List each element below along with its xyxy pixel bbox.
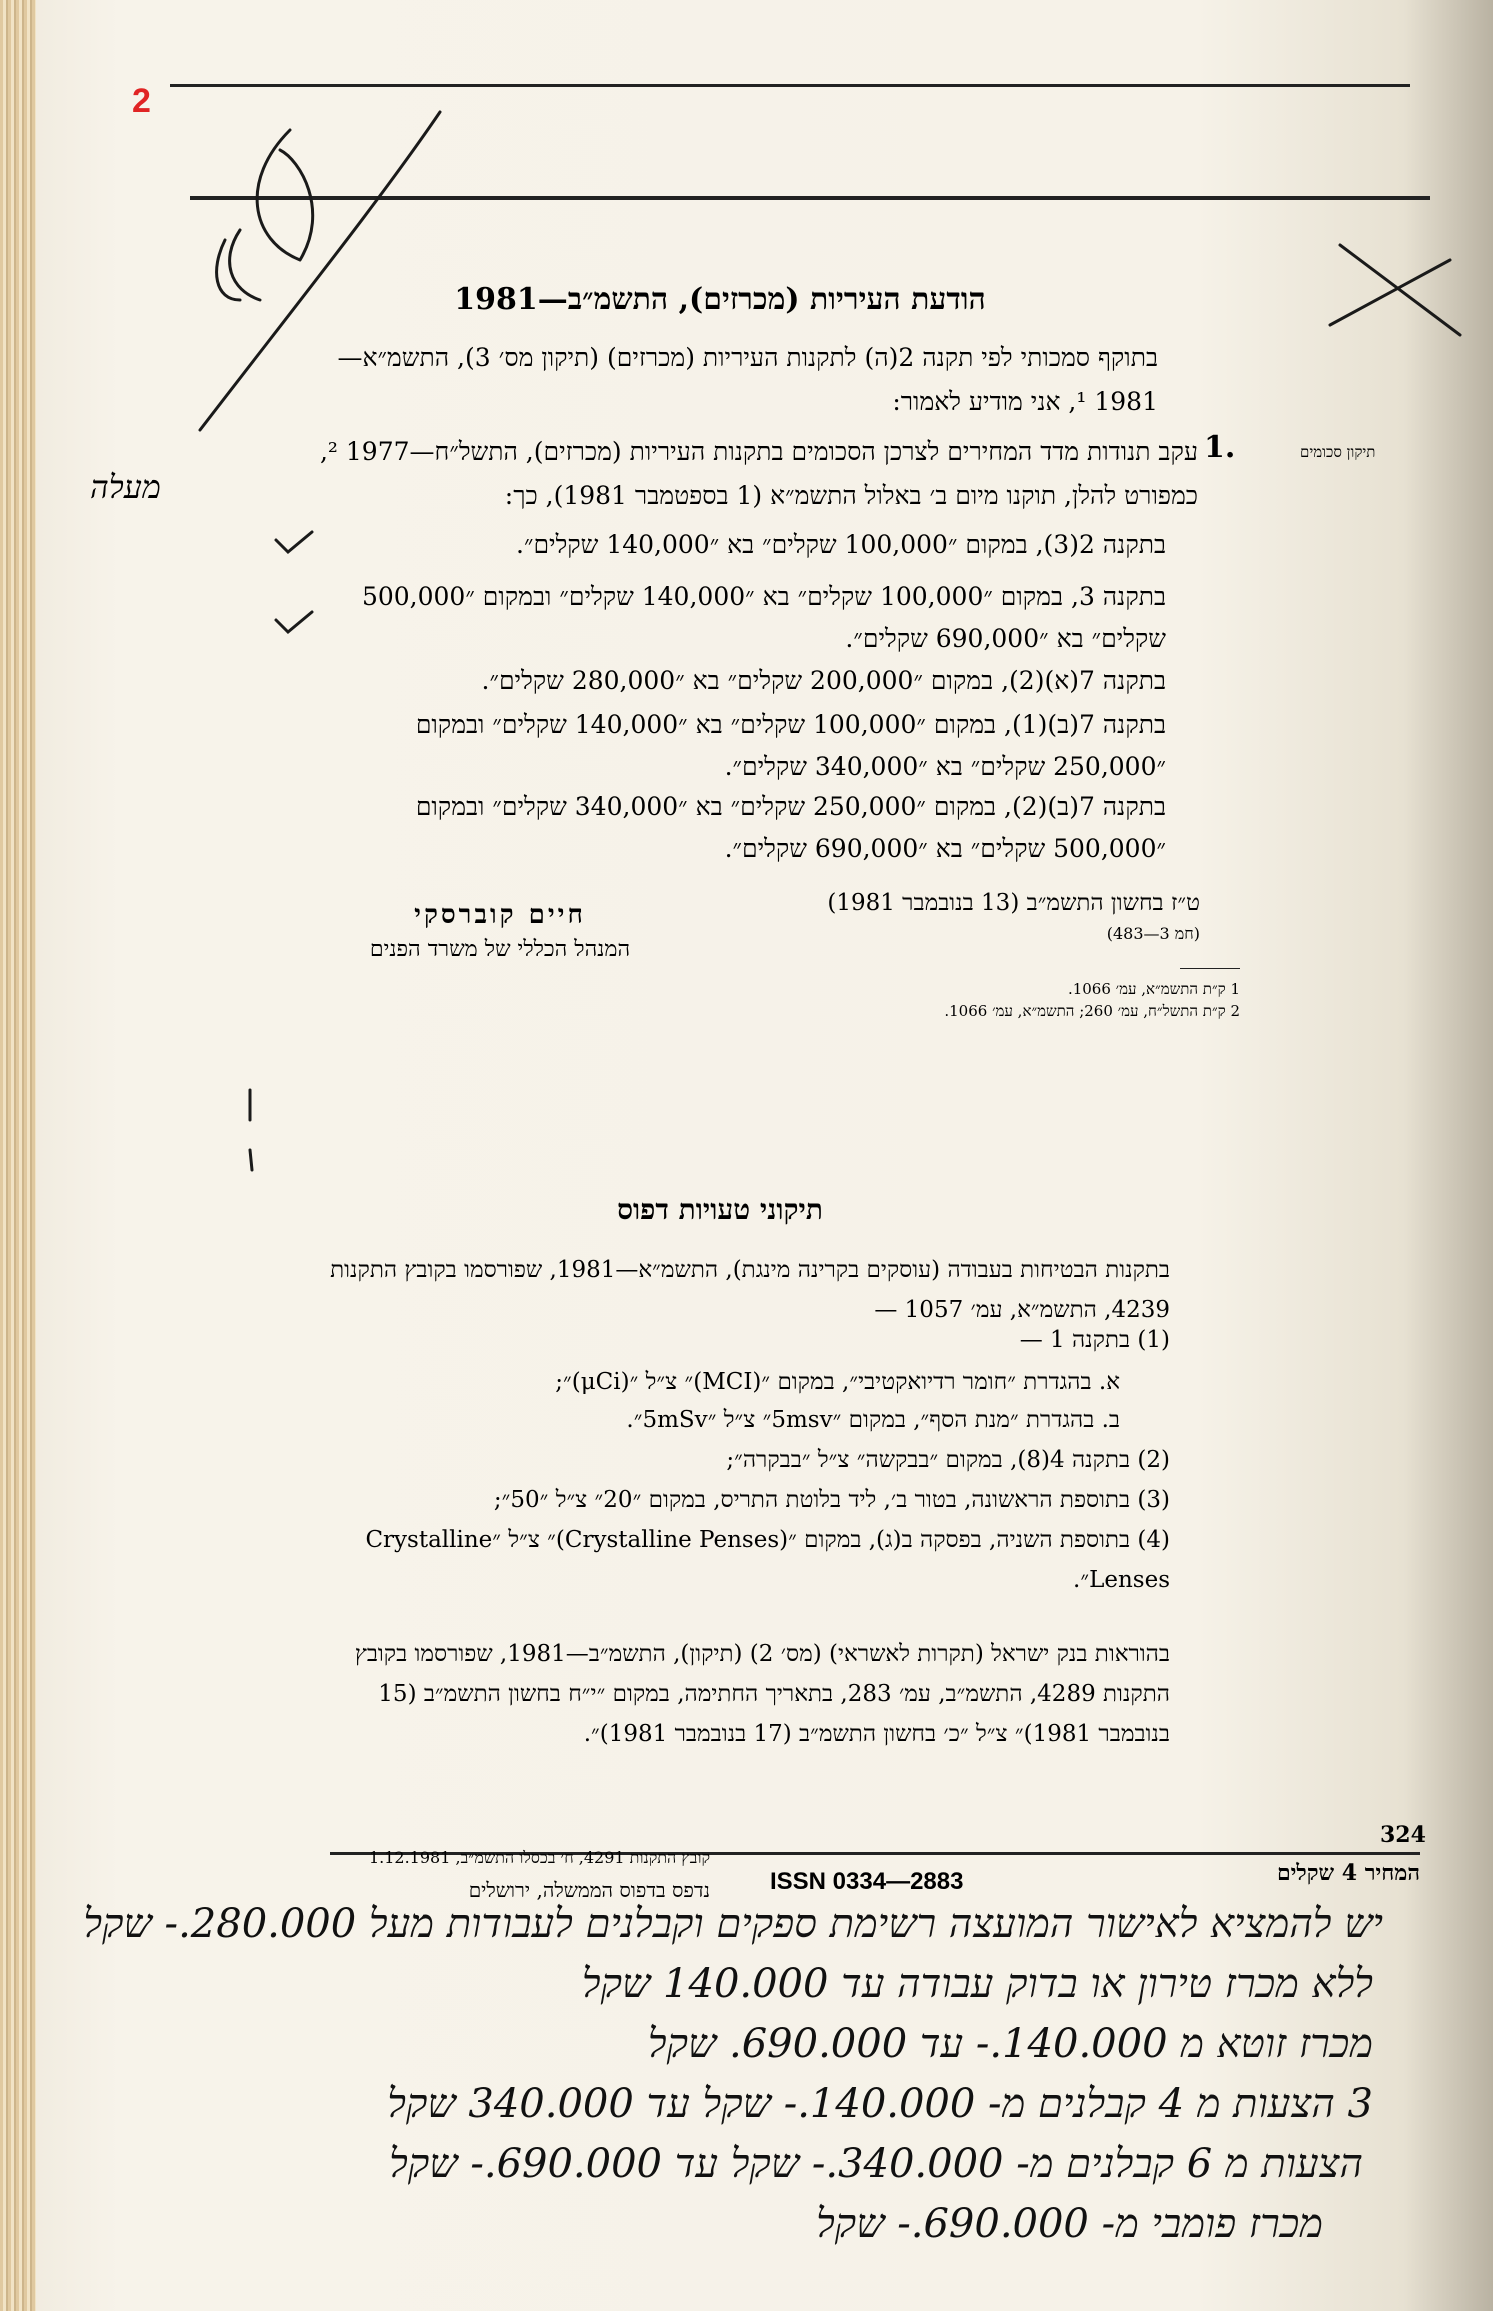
issn: ISSN 0334—2883	[770, 1868, 964, 1895]
x-mark	[1330, 245, 1460, 335]
notice-date: ט״ז בחשון התשמ״ב (13 בנובמבר 1981)	[827, 890, 1200, 916]
amendment-item: בתקנה 7(ב)(2), במקום ״250,000 שקלים״ בא ״340,000 שקלים״ ובמקום ״500,000 שקלים״ בא ״690,000 שקלים״.	[415, 792, 1166, 863]
correction-entry: א. בהגדרת ״חומר רדיואקטיבי״, במקום ״(MCI)״ צ״ל ״(μCi)״;	[555, 1369, 1120, 1395]
handwritten-line: יש להמציא לאישור המועצה רשימת ספקים וקבלנים לעבודות מעל 280.000.- שקל	[83, 1901, 1383, 1947]
correction-entry: (3) בתוספת הראשונה, בטור ב׳, ליד בלוטת התריס, במקום ״20״ צ״ל ״50״;	[493, 1487, 1170, 1513]
corrections-intro: בתקנות הבטיחות בעבודה (עוסקים בקרינה מינגת), התשמ״א—1981, שפורסמו בקובץ התקנות 4239, התשמ״א, עמ׳ 1057 —	[330, 1257, 1170, 1323]
amendment-item: בתקנה 7(ב)(1), במקום ״100,000 שקלים״ בא ״140,000 שקלים״ ובמקום ״250,000 שקלים״ בא ״340,000 שקלים״.	[415, 710, 1166, 781]
correction-entry: (4) בתוספת השניה, בפסקה ב(ג), במקום ״(Crystalline Penses)״ צ״ל ״Crystalline Lenses״.	[365, 1527, 1170, 1593]
handwritten-initial-mark	[217, 240, 240, 300]
handwritten-line: הצעות מ 6 קבלנים מ- 340.000.- שקל עד 690.000.- שקל	[389, 2141, 1363, 2187]
publication-line: קובץ התקנות 4291, ח׳ בכסלו התשמ״ב, 1.12.1981	[368, 1848, 710, 1867]
page-number: 324	[1380, 1822, 1426, 1848]
check-mark	[276, 612, 312, 632]
side-note: תיקון סכומים	[1300, 443, 1376, 461]
correction-entry: (2) בתקנה 4(8), במקום ״בבקשה״ צ״ל ״בבקרה״;	[726, 1447, 1170, 1473]
handwritten-initial-mark	[230, 130, 313, 300]
handwritten-line: מכרז זוטא מ 140.000.- עד 690.000. שקל	[647, 2021, 1373, 2067]
vertical-tick-mark	[250, 1150, 252, 1170]
footnote: 2 ק״ת התשל״ח, עמ׳ 260; התשמ״א, עמ׳ 1066.	[944, 1002, 1240, 1020]
corrections-title: תיקוני טעויות דפוס	[617, 1193, 823, 1226]
correction-entry: ב. בהגדרת ״מנת הסף״, במקום ״5msv״ צ״ל ״5mSv״.	[626, 1407, 1120, 1433]
price: המחיר 4 שקלים	[1276, 1860, 1420, 1886]
notice-intro: בתוקף סמכותי לפי תקנה 2(ה) לתקנות העיריות (מכרזים) (תיקון מס׳ 3), התשמ״א—1981 ¹, אני מודיע לאמור:	[337, 343, 1158, 416]
signer-name: חיים קוברסקי	[414, 900, 586, 930]
large-stroke-mark	[200, 112, 440, 430]
handwritten-line: ללא מכרז טירון או בדוק עבודה עד 140.000 שקל	[581, 1961, 1373, 2007]
footnote: 1 ק״ת התשמ״א, עמ׳ 1066.	[1067, 980, 1240, 998]
signer-role: המנהל הכללי של משרד הפנים	[369, 937, 631, 962]
notice-title: הודעת העיריות (מכרזים), התשמ״ב—1981	[454, 282, 986, 317]
bank-notice: בהוראות בנק ישראל (תקרות לאשראי) (מס׳ 2) (תיקון), התשמ״ב—1981, שפורסמו בקובץ התקנות 4289, התשמ״ב, עמ׳ 283, בתאריך החתימה, במקום ״י״ח בחשון התשמ״ב (15 בנובמבר 1981)״ צ״ל ״כ׳ בחשון התשמ״ב (17 בנובמבר 1981)״.	[354, 1641, 1170, 1747]
correction-entry: (1) בתקנה 1 —	[1019, 1327, 1170, 1353]
printer-line: נדפס בדפוס הממשלה, ירושלים	[468, 1878, 710, 1902]
page-marker: 2	[132, 82, 151, 120]
section-text: עקב תנודות מדד המחירים לצרכן הסכומים בתקנות העיריות (מכרזים), התשל״ח—1977 ², כמפורט להלן, תוקנו מיום ב׳ באלול התשמ״א (1 בספטמבר 1981), כך:	[319, 437, 1198, 510]
amendment-item: בתקנה 2(3), במקום ״100,000 שקלים״ בא ״140,000 שקלים״.	[516, 530, 1166, 559]
amendment-item: בתקנה 3, במקום ״100,000 שקלים״ בא ״140,000 שקלים״ ובמקום ״500,000 שקלים״ בא ״690,000 שקלים״.	[361, 582, 1166, 653]
handwritten-margin-note: מעלה	[90, 468, 161, 506]
section-number: 1.	[1204, 430, 1236, 465]
check-mark	[276, 532, 312, 552]
handwritten-line: 3 הצעות מ 4 קבלנים מ- 140.000.- שקל עד 340.000 שקל	[387, 2081, 1373, 2127]
amendment-item: בתקנה 7(א)(2), במקום ״200,000 שקלים״ בא ״280,000 שקלים״.	[481, 666, 1166, 695]
notice-ref: (חמ 3—483)	[1106, 924, 1200, 943]
handwritten-line: מכרז פומבי מ- 690.000.- שקל	[816, 2201, 1323, 2247]
